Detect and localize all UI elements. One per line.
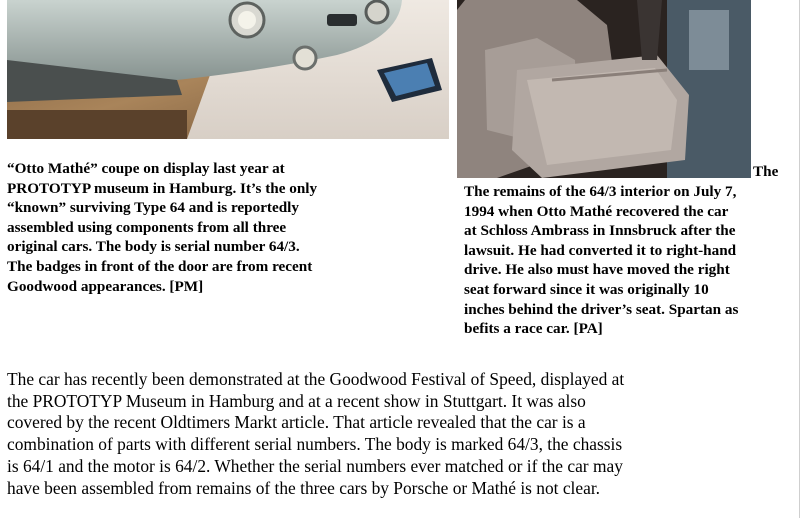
- interior-seat-photo: [457, 0, 751, 178]
- caption-line: assembled using components from all three: [7, 218, 287, 236]
- caption-line: “known” surviving Type 64 and is reportedly: [7, 199, 299, 217]
- caption-line: “Otto Mathé” coupe on display last year at: [7, 160, 285, 177]
- paragraph-line: is 64/1 and the motor is 64/2. Whether the serial numbers ever matched or if the car may: [7, 455, 623, 476]
- caption-line: The remains of the 64/3 interior on July 7,: [464, 183, 737, 200]
- caption-line: befits a race car. [PA]: [464, 320, 603, 338]
- paragraph-line: The car has recently been demonstrated at the Goodwood Festival of Speed, displayed at: [7, 369, 625, 389]
- caption-line: drive. He also must have moved the right: [464, 261, 730, 279]
- caption-line: inches behind the driver’s seat. Spartan as: [464, 300, 739, 318]
- left-photo-caption: [7, 159, 317, 296]
- paragraph-line: covered by the recent Oldtimers Markt article. That article revealed that the car is a: [7, 412, 586, 433]
- caption-line: 1994 when Otto Mathé recovered the car: [464, 202, 729, 220]
- body-paragraph: [7, 369, 624, 499]
- car-exterior-photo: [7, 0, 449, 139]
- right-caption-lead: The: [753, 163, 779, 180]
- caption-line: Goodwood appearances. [PM]: [7, 277, 204, 295]
- caption-line: seat forward since it was originally 10: [464, 280, 709, 298]
- caption-line: PROTOTYP museum in Hamburg. It’s the only: [7, 179, 318, 197]
- caption-line: original cars. The body is serial number 64/3.: [7, 238, 300, 256]
- paragraph-line: have been assembled from remains of the three cars by Porsche or Mathé is not clear.: [7, 477, 601, 498]
- right-photo-caption: [464, 182, 738, 339]
- caption-line: lawsuit. He had converted it to right-hand: [464, 241, 737, 259]
- caption-line: The badges in front of the door are from recent: [7, 257, 313, 275]
- paragraph-line: combination of parts with different serial numbers. The body is marked 64/3, the chassis: [7, 434, 623, 455]
- caption-line: at Schloss Ambrass in Innsbruck after the: [464, 222, 736, 240]
- paragraph-line: the PROTOTYP Museum in Hamburg and at a recent show in Stuttgart. It was also: [7, 390, 586, 411]
